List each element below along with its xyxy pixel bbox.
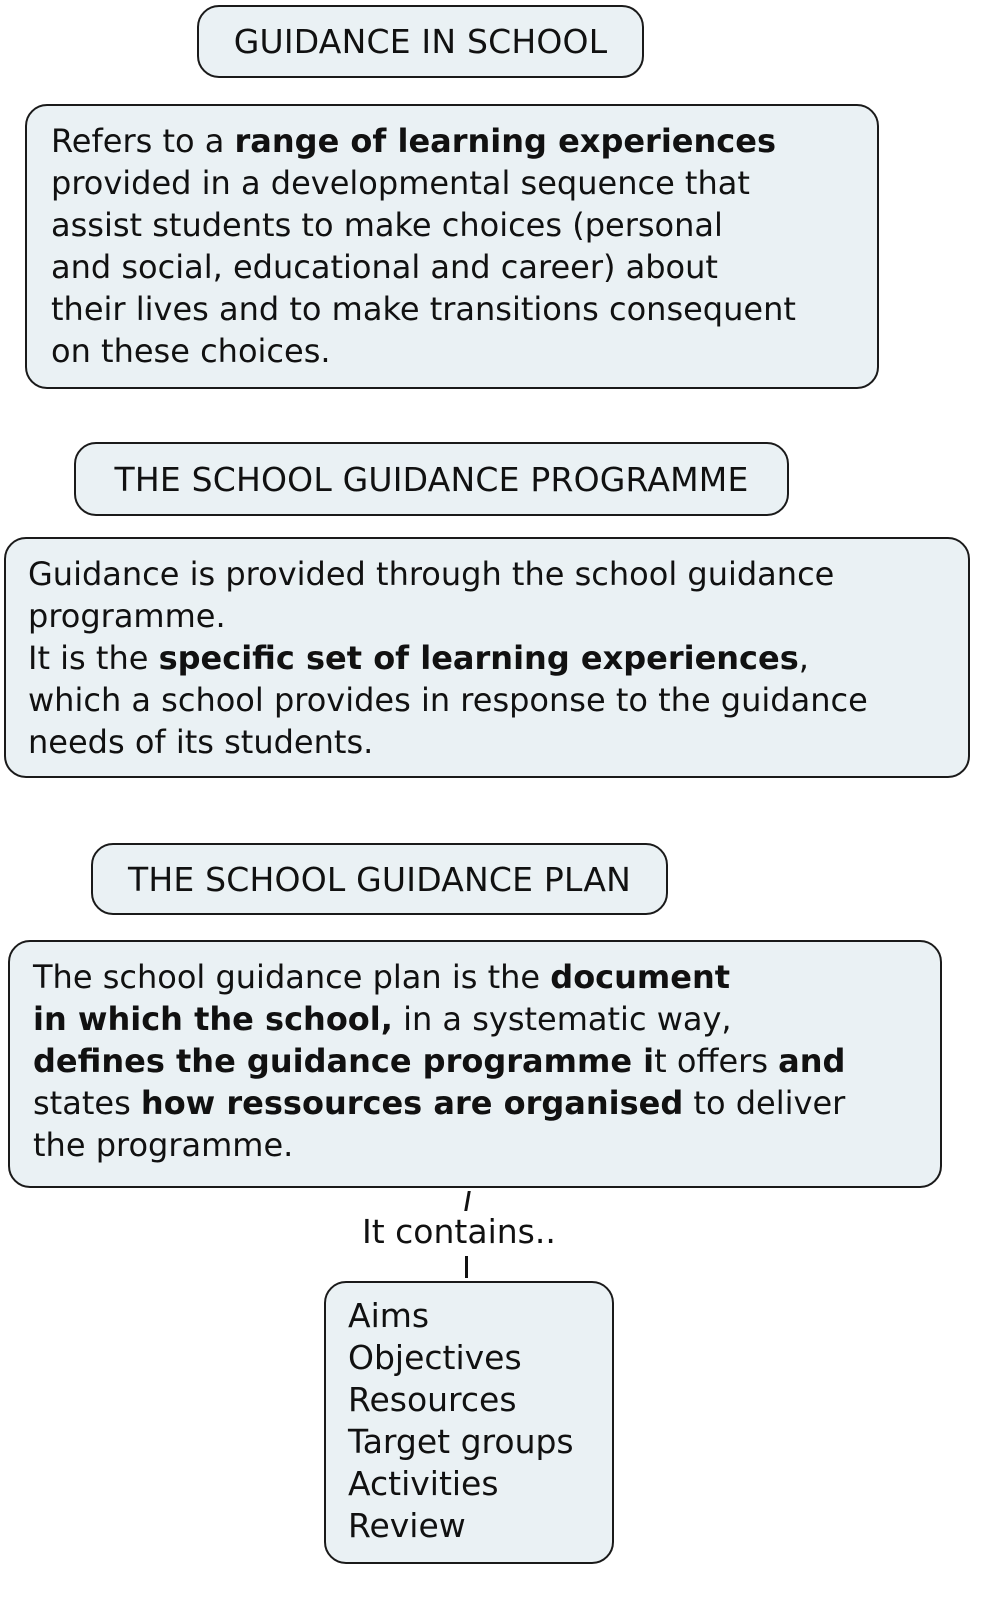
text-line xyxy=(28,595,948,637)
emphasis-text: and xyxy=(778,1042,846,1080)
plan-contents-list xyxy=(324,1281,614,1564)
body-text: to deliver xyxy=(683,1084,846,1122)
title-school-guidance-programme-text: THE SCHOOL GUIDANCE PROGRAMME xyxy=(114,459,749,499)
title-school-guidance-programme xyxy=(74,442,789,516)
list-item-target-groups: Target groups xyxy=(348,1422,574,1461)
text-line xyxy=(28,679,948,721)
list-item-resources: Resources xyxy=(348,1380,517,1419)
body-text: in a systematic way, xyxy=(392,1000,732,1038)
text-line xyxy=(51,288,857,330)
text-line xyxy=(33,956,920,998)
definition-school-guidance-plan xyxy=(8,940,942,1188)
emphasis-text: range of learning experiences xyxy=(234,122,776,160)
emphasis-text: in which the school, xyxy=(33,1000,393,1038)
emphasis-text: defines the guidance programme i xyxy=(33,1042,655,1080)
body-text: their lives and to make transitions consequent xyxy=(51,290,796,328)
connector-line-bottom xyxy=(465,1256,468,1278)
connector-label xyxy=(362,1212,556,1251)
title-guidance-in-school xyxy=(197,5,644,78)
body-text: Guidance is provided through the school guidance xyxy=(28,555,835,593)
body-text: It is the xyxy=(28,639,159,677)
list-item-objectives: Objectives xyxy=(348,1338,522,1377)
text-line xyxy=(51,204,857,246)
body-text: the programme. xyxy=(33,1126,294,1164)
body-text: provided in a developmental sequence that xyxy=(51,164,750,202)
text-line xyxy=(51,246,857,288)
body-text: and social, educational and career) about xyxy=(51,248,718,286)
emphasis-text: document xyxy=(550,958,731,996)
definition-guidance-in-school xyxy=(25,104,879,389)
body-text: The school guidance plan is the xyxy=(33,958,551,996)
body-text: which a school provides in response to the guidance xyxy=(28,681,868,719)
body-text: states xyxy=(33,1084,141,1122)
text-line xyxy=(28,721,948,763)
list-item-aims: Aims xyxy=(348,1296,430,1335)
list-item-activities: Activities xyxy=(348,1464,499,1503)
text-line xyxy=(33,998,920,1040)
text-line xyxy=(51,120,857,162)
body-text: assist students to make choices (personal xyxy=(51,206,723,244)
text-line xyxy=(33,1124,920,1166)
text-line xyxy=(33,1082,920,1124)
body-text: on these choices. xyxy=(51,332,331,370)
body-text: programme. xyxy=(28,597,226,635)
body-text: needs of its students. xyxy=(28,723,374,761)
text-line xyxy=(28,637,948,679)
connector-label-text: It contains.. xyxy=(362,1212,556,1251)
title-guidance-in-school-text: GUIDANCE IN SCHOOL xyxy=(233,22,608,61)
body-text: t offers xyxy=(654,1042,779,1080)
title-school-guidance-plan xyxy=(91,843,668,915)
text-line xyxy=(33,1040,920,1082)
definition-school-guidance-programme xyxy=(4,537,970,778)
emphasis-text: specific set of learning experiences xyxy=(158,639,799,677)
emphasis-text: how ressources are organised xyxy=(140,1084,684,1122)
body-text: , xyxy=(798,639,809,677)
text-line xyxy=(28,553,948,595)
text-line xyxy=(51,330,857,372)
body-text: Refers to a xyxy=(51,122,235,160)
list-item-review: Review xyxy=(348,1506,466,1545)
text-line xyxy=(51,162,857,204)
title-school-guidance-plan-text: THE SCHOOL GUIDANCE PLAN xyxy=(128,859,631,899)
connector-line-top xyxy=(464,1191,471,1211)
